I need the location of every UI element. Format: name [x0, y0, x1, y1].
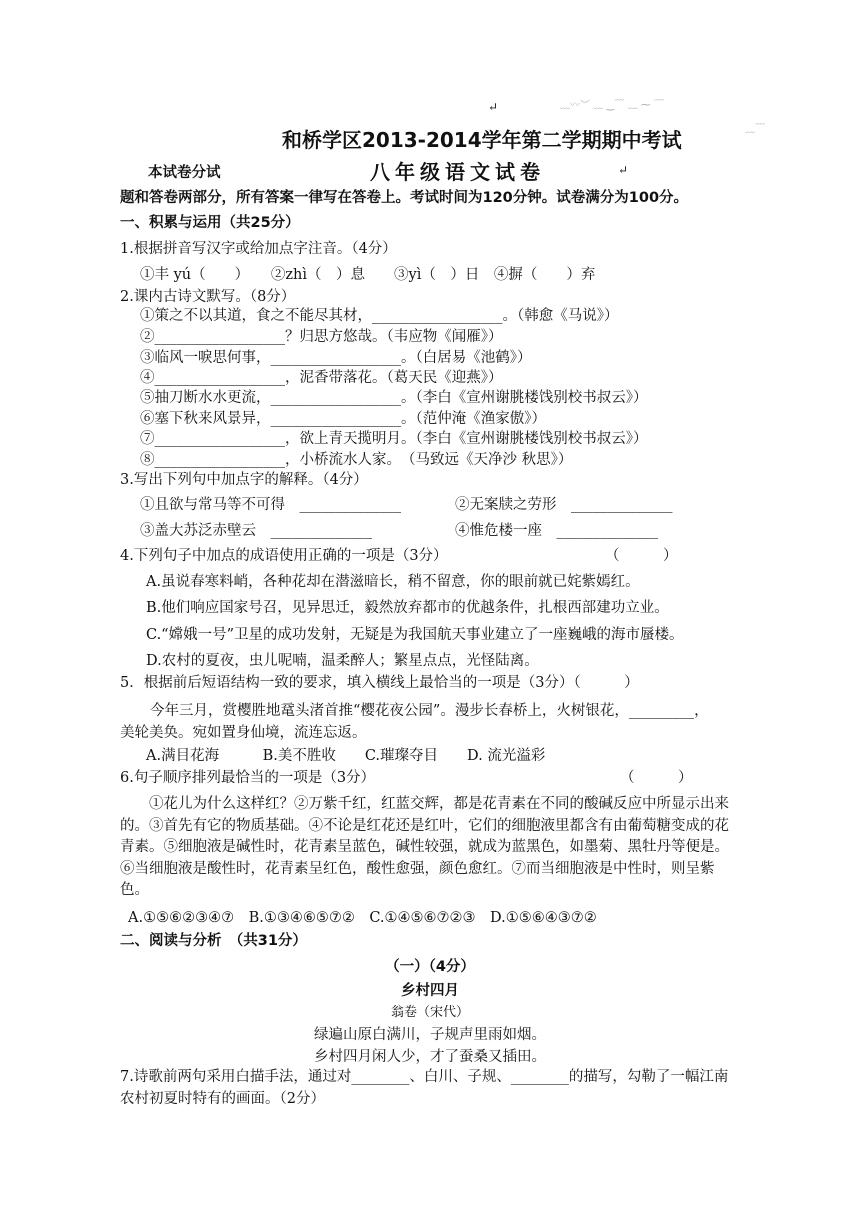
recitation-line: ⑥塞下秋来风景异，__________________。（范仲淹《渔家傲》） — [140, 411, 546, 427]
question-stem: 2.课内古诗文默写。（8分） — [120, 289, 296, 305]
recitation-line: ⑦__________________，欲上青天揽明月。（李白《宣州谢朓楼饯别校书叔云》） — [140, 431, 648, 447]
question-stem: 5．根据前后短语结构一致的要求，填入横线上最恰当的一项是（3分）（ ） — [120, 675, 639, 691]
poem-author: 翁卷（宋代） — [390, 1005, 469, 1020]
explain-item: ③盖大苏泛赤壁云 ______________ — [140, 523, 372, 539]
recitation-line: ④__________________，泥香带落花。（葛天民《迎燕》） — [140, 370, 503, 386]
option-line: A.①⑤⑥②③④⑦ B.①③④⑥⑤⑦② C.①④⑤⑥⑦②③ D.①⑤⑥④③⑦② — [128, 910, 597, 926]
option-line: B.他们响应国家号召，见异思迁，毅然放弃都市的优越条件，扎根西部建功立业。 — [146, 600, 669, 616]
option-line: A.满目花海 B.美不胜收 C.璀璨夺目 D. 流光溢彩 — [146, 748, 546, 764]
passage-line: 美轮美奂。宛如置身仙境，流连忘返。 — [120, 725, 367, 741]
option-line: D.农村的夏夜，虫儿呢喃，温柔醉人；繁星点点，光怪陆离。 — [146, 653, 539, 669]
question-stem: 6.句子顺序排列最恰当的一项是（3分） — [120, 770, 376, 786]
option-line: A.虽说春寒料峭，各种花却在潜滋暗长，稍不留意，你的眼前就已姹紫嫣红。 — [146, 574, 640, 590]
scan-decoration: ﹏〰︶ ﹏ ‿﹋ ﹏ ⁓ ﹋ — [560, 100, 664, 111]
answer-paren: （ ） — [620, 770, 693, 786]
poem-line: 乡村四月闲人少，才了蚕桑又插田。 — [314, 1049, 546, 1065]
section-heading: 二、阅读与分析 （共31分） — [120, 933, 307, 949]
poem-line: 绿遍山原白满川，子规声里雨如烟。 — [314, 1027, 546, 1043]
question-stem: 3.写出下列句中加点字的解释。（4分） — [120, 472, 368, 488]
question-stem: 1.根据拼音写汉字或给加点字注音。（4分） — [120, 241, 397, 257]
intro-lead: 本试卷分试 — [148, 165, 221, 181]
exam-subtitle: 八年级语文试卷 — [370, 160, 545, 184]
paragraph-mark-icon: ↵ — [618, 163, 629, 177]
recitation-line: ⑧__________________，小桥流水人家。 （马致远《天净沙 秋思》） — [140, 452, 573, 468]
exam-title: 和桥学区2013-2014学年第二学期期中考试 — [282, 128, 682, 152]
recitation-line: ①策之不以其道，食之不能尽其材，__________________。（韩愈《马说》） — [140, 308, 619, 324]
reading-part-title: （一）（4分） — [385, 959, 475, 975]
recitation-line: ⑤抽刀断水水更流，__________________。（李白《宣州谢朓楼饯别校书叔云》） — [140, 390, 648, 406]
poem-title: 乡村四月 — [401, 983, 459, 999]
recitation-line: ②__________________？归思方悠哉。（韦应物《闻雁》） — [140, 329, 503, 345]
explain-item: ④惟危楼一座 ______________ — [455, 523, 658, 539]
passage-paragraph: ①花儿为什么这样红？②万紫千红，红蓝交辉，都是花青素在不同的酸碱反应中所显示出来的。③首先有它的物质基础。④不论是红花还是红叶，它们的细胞液里都含有由葡萄糖变成的花青素。⑤细胞液是碱性时，花青素呈蓝色，碱性较强，就成为蓝黑色，如墨菊、黑牡丹等便是。⑥当细胞液是酸性时，花青素呈红色，酸性愈强，颜色愈红。⑦而当细胞液是中性时，则呈紫色。 — [120, 796, 729, 898]
recitation-line: ③临风一唳思何事，__________________。（白居易《池鹤》） — [140, 350, 532, 366]
question-items: ①丰 yú（ ） ②zhì（ ）息 ③yì（ ）日 ④摒（ ）弃 — [140, 267, 596, 283]
answer-paren: （ ） — [605, 548, 678, 564]
question-stem: 4.下列句子中加点的成语使用正确的一项是（3分） — [120, 548, 448, 564]
question-text: 7.诗歌前两句采用白描手法，通过对________、白川、子规、________的描写，勾勒了一幅江南农村初夏时特有的画面。（2分） — [120, 1069, 729, 1107]
section-heading: 一、积累与运用（共25分） — [120, 215, 300, 231]
paragraph-mark-icon: ↵ — [488, 100, 499, 114]
option-line: C.“嫦娥一号”卫星的成功发射，无疑是为我国航天事业建立了一座巍峨的海市蜃楼。 — [146, 627, 684, 643]
passage-line: 今年三月，赏樱胜地鼋头渚首推“樱花夜公园”。漫步长春桥上，火树银花，_________， — [150, 703, 709, 719]
intro-text: 题和答卷两部分，所有答案一律写在答卷上。考试时间为120分钟。试卷满分为100分。 — [120, 190, 689, 206]
explain-item: ①且欲与常马等不可得 ______________ — [140, 497, 401, 513]
scan-decoration: ﹏﹋ — [745, 124, 765, 135]
explain-item: ②无案牍之劳形 ______________ — [455, 497, 673, 513]
